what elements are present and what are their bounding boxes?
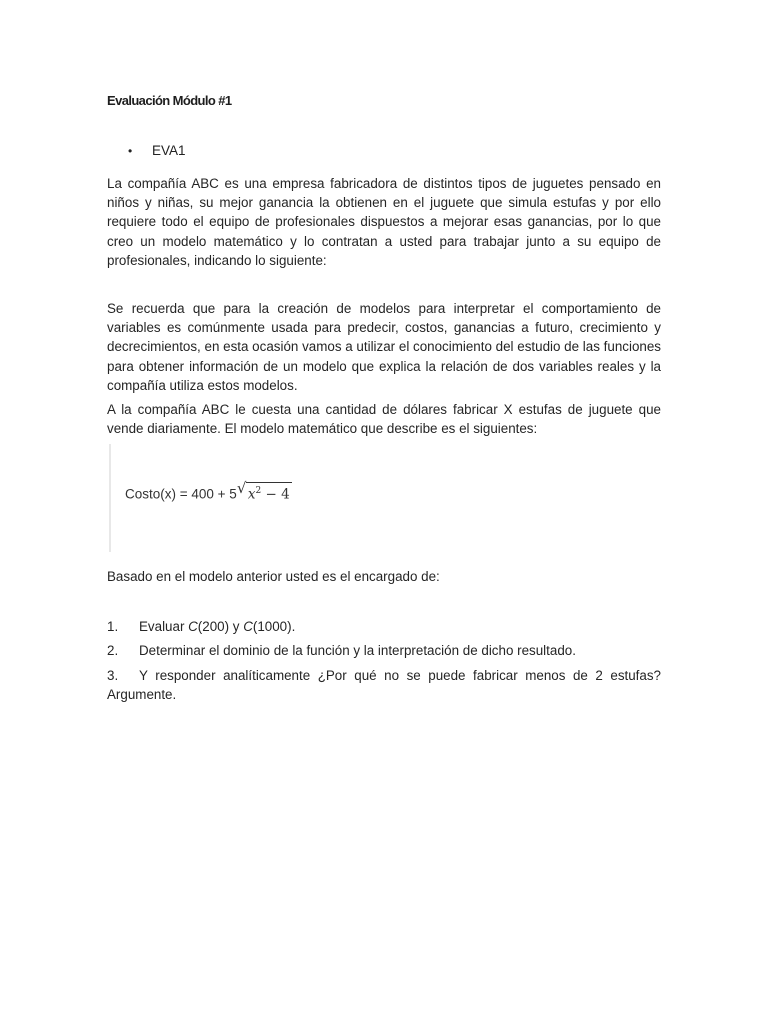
task-text: Determinar el dominio de la función y la interpretación de dicho resultado. bbox=[139, 643, 576, 658]
radicand bbox=[246, 482, 292, 503]
task-number: 2. bbox=[107, 643, 119, 658]
sqrt-icon: √ bbox=[236, 479, 247, 497]
task-number: 3. bbox=[107, 668, 119, 683]
radicand-exponent: 2 bbox=[255, 486, 262, 496]
bullet-symbol: • bbox=[128, 144, 133, 158]
paragraph-model: A la compañía ABC le cuesta una cantidad de dólares fabricar X estufas de juguete que vende diariamente. El modelo matemático que describe es el siguientes: bbox=[107, 402, 661, 437]
task-number: 1. bbox=[107, 619, 119, 634]
radicand-variable: x bbox=[247, 486, 256, 503]
document-title: Evaluación Módulo #1 bbox=[107, 93, 232, 108]
task-item-2 bbox=[107, 641, 661, 660]
formula-lhs: Costo(x) = 400 + 5 bbox=[125, 486, 237, 502]
task-item-1 bbox=[107, 617, 661, 636]
paragraph-context: Se recuerda que para la creación de modelos para interpretar el comportamiento de variables es comúnmente usada para predecir, costos, ganancias a futuro, crecimiento y decrecimientos, en esta ocasión vamos a utilizar el conocimiento del estudio de las funciones para obtener información de un modelo que explica la relación de dos variables reales y la compañía utiliza estos modelos. bbox=[107, 301, 661, 393]
bullet-item bbox=[128, 143, 186, 158]
function-name: C bbox=[243, 619, 253, 634]
paragraph-tasks-intro: Basado en el modelo anterior usted es el encargado de: bbox=[107, 569, 440, 584]
bullet-text: EVA1 bbox=[152, 143, 186, 158]
task-text-pre: Evaluar bbox=[139, 619, 189, 634]
task-item-3 bbox=[107, 666, 661, 704]
task-arg: (1000). bbox=[252, 619, 296, 634]
task-text: Y responder analíticamente ¿Por qué no se puede fabricar menos de 2 estufas? Argumente. bbox=[107, 668, 661, 703]
sqrt-expression bbox=[236, 479, 292, 503]
function-name: C bbox=[188, 619, 198, 634]
formula-box bbox=[109, 444, 331, 552]
paragraph-intro: La compañía ABC es una empresa fabricadora de distintos tipos de juguetes pensado en niños y niñas, su mejor ganancia la obtienen en el juguete que simula estufas y por ello requiere todo el equipo de profesionales dispuestos a mejorar esas ganancias, por lo que creo un modelo matemático y lo contratan a usted para trabajar junto a su equipo de profesionales, indicando lo siguiente: bbox=[107, 176, 661, 268]
cost-formula bbox=[125, 479, 292, 503]
radicand-rest: − 4 bbox=[261, 486, 290, 503]
task-arg: (200) y bbox=[197, 619, 244, 634]
